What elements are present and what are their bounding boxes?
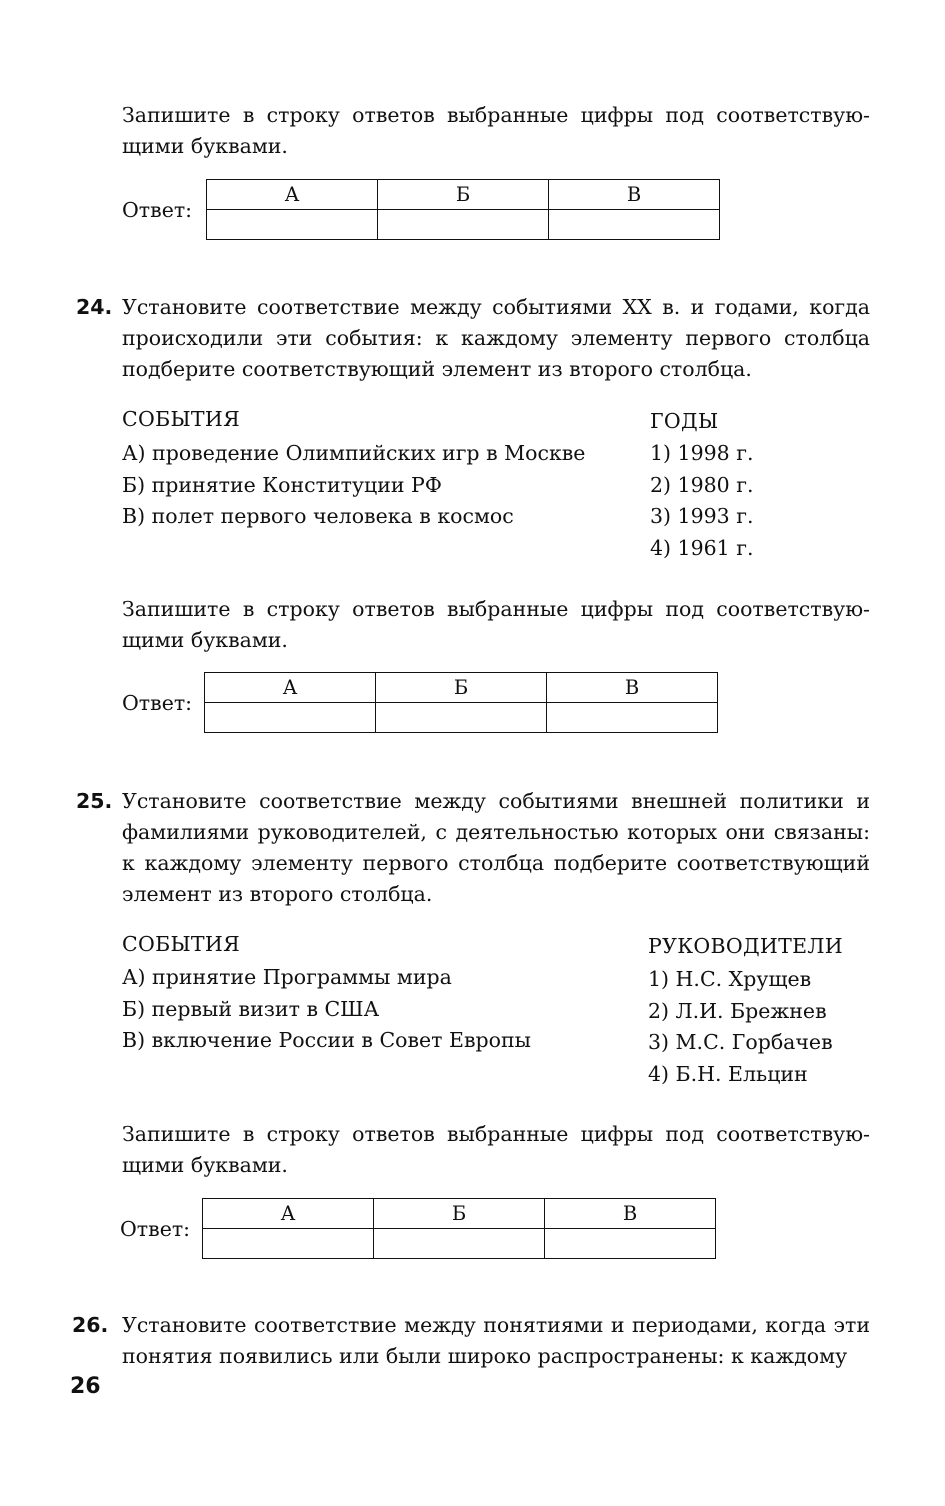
- q26-number: 26.: [72, 1313, 109, 1337]
- q26-text: Установите соответствие между понятиями и периодами, когда эти понятия появились или были широко распространены: к каждому: [122, 1313, 870, 1368]
- q25-right-title: РУКОВОДИТЕЛИ: [648, 934, 843, 958]
- list-item: А) принятие Программы мира: [122, 965, 452, 989]
- q24-left-title: СОБЫТИЯ: [122, 407, 240, 431]
- q24-left-list: [122, 438, 585, 533]
- q25-text: Установите соответствие между событиями внешней политики и фамилиями руководителей, с деятельностью которых они связаны: к каждому элементу первого столбца подберите соответствующий элемент из второго столбца.: [122, 789, 870, 906]
- list-item: А) проведение Олимпийских игр в Москве: [122, 441, 586, 465]
- q25-number: 25.: [76, 789, 113, 813]
- answer-cell-a[interactable]: [207, 210, 378, 240]
- page-number: 26: [70, 1374, 101, 1399]
- answer-header-v: В: [549, 180, 720, 210]
- intro-instruction: Запишите в строку ответов выбранные цифры под соответствую-щими буквами.: [122, 103, 870, 158]
- list-item: 4) 1961 г.: [650, 535, 754, 560]
- q24-number: 24.: [76, 295, 113, 319]
- q24-answer-label: Ответ:: [122, 691, 193, 715]
- list-item: 2) 1980 г.: [650, 472, 754, 497]
- list-item: В) включение России в Совет Европы: [122, 1028, 531, 1052]
- list-item: 1) 1998 г.: [650, 441, 754, 465]
- answer-cell-b[interactable]: [378, 210, 549, 240]
- list-item: 1) Н.С. Хрущев: [648, 967, 812, 991]
- answer-header-b: Б: [376, 673, 547, 703]
- q25-left-list: [122, 962, 531, 1057]
- list-item: 3) 1993 г.: [650, 504, 754, 528]
- list-item: 2) Л.И. Брежнев: [648, 998, 827, 1023]
- answer-header-b: Б: [378, 180, 549, 210]
- answer-header-a: А: [207, 180, 378, 210]
- answer-cell-v[interactable]: [549, 210, 720, 240]
- list-item: Б) первый визит в США: [122, 996, 380, 1021]
- answer-cell-b[interactable]: [376, 703, 547, 733]
- answer-header-v: В: [547, 673, 718, 703]
- q25-answer-table: [202, 1198, 716, 1259]
- answer-cell-a[interactable]: [203, 1229, 374, 1259]
- q24-right-list: [650, 438, 754, 564]
- answer-cell-b[interactable]: [374, 1229, 545, 1259]
- list-item: Б) принятие Конституции РФ: [122, 472, 442, 497]
- intro-answer-table: [206, 179, 720, 240]
- q24-right-title: ГОДЫ: [650, 409, 719, 433]
- q25-left-title: СОБЫТИЯ: [122, 932, 240, 956]
- q24-answer-table: [204, 672, 718, 733]
- answer-cell-v[interactable]: [545, 1229, 716, 1259]
- answer-header-a: А: [203, 1199, 374, 1229]
- q25-instruction: Запишите в строку ответов выбранные цифры под соответствую-щими буквами.: [122, 1122, 870, 1177]
- answer-cell-a[interactable]: [205, 703, 376, 733]
- answer-header-v: В: [545, 1199, 716, 1229]
- answer-header-b: Б: [374, 1199, 545, 1229]
- q24-text: Установите соответствие между событиями XX в. и годами, когда происходили эти события: к каждому элементу первого столбца подберите соответствующий элемент из второго столбца.: [122, 295, 870, 381]
- answer-header-a: А: [205, 673, 376, 703]
- q25-answer-label: Ответ:: [120, 1217, 191, 1241]
- intro-answer-label: Ответ:: [122, 198, 193, 222]
- list-item: В) полет первого человека в космос: [122, 504, 514, 528]
- q25-right-list: [648, 964, 833, 1090]
- answer-cell-v[interactable]: [547, 703, 718, 733]
- q24-instruction: Запишите в строку ответов выбранные цифры под соответствую-щими буквами.: [122, 597, 870, 652]
- list-item: 4) Б.Н. Ельцин: [648, 1061, 808, 1086]
- list-item: 3) М.С. Горбачев: [648, 1030, 833, 1054]
